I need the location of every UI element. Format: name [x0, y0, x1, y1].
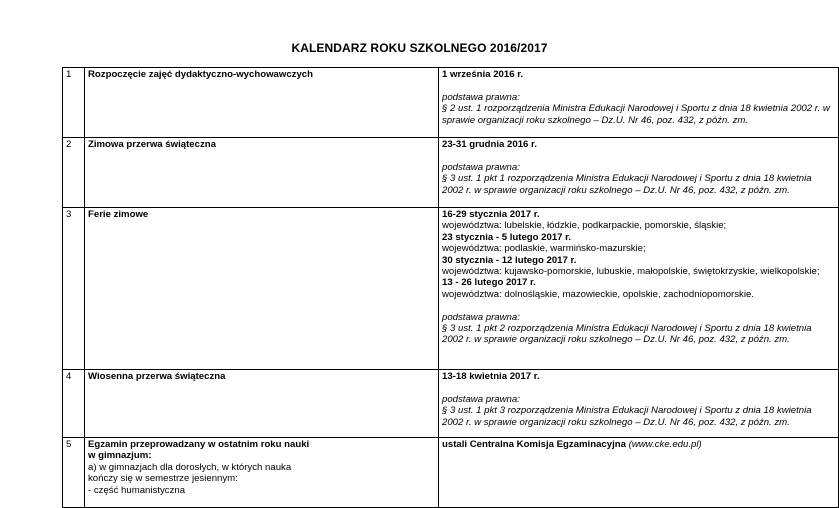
event-details	[439, 208, 839, 370]
legal-basis-text: § 3 ust. 1 pkt 3 rozporządzenia Ministra Edukacji Narodowej i Sportu z dnia 18 kwietnia 2002 r. w sprawie organizacji roku szkolnego – Dz.U. Nr 46, poz. 432, z późn. zm.	[442, 405, 815, 428]
legal-basis-label: podstawa prawna:	[442, 161, 520, 173]
school-calendar-table	[62, 67, 839, 508]
event-details	[439, 370, 839, 438]
table-row	[63, 138, 839, 208]
event-date: 23-31 grudnia 2016 r.	[442, 139, 537, 150]
legal-basis-label: podstawa prawna:	[442, 91, 520, 103]
cke-website-link[interactable]: (www.cke.edu.pl)	[628, 439, 702, 450]
row-number: 4	[63, 370, 85, 438]
table-row	[63, 370, 839, 438]
period-regions: województwa: lubelskie, łódzkie, podkarpackie, pomorskie, śląskie;	[442, 220, 727, 232]
event-name: Rozpoczęcie zajęć dydaktyczno-wychowawczych	[85, 68, 439, 138]
event-name: Zimowa przerwa świąteczna	[85, 138, 439, 208]
event-details	[439, 138, 839, 208]
page-title: KALENDARZ ROKU SZKOLNEGO 2016/2017	[291, 41, 548, 55]
period-date: 16-29 stycznia 2017 r.	[442, 209, 540, 220]
event-date: 13-18 kwietnia 2017 r.	[442, 371, 540, 382]
row-number: 5	[63, 438, 85, 508]
table-row	[63, 438, 839, 508]
row-number: 2	[63, 138, 85, 208]
row-number: 3	[63, 208, 85, 370]
legal-basis-text: § 3 ust. 1 pkt 1 rozporządzenia Ministra Edukacji Narodowej i Sportu z dnia 18 kwietnia 2002 r. w sprawie organizacji roku szkolnego – Dz.U. Nr 46, poz. 432, z późn. zm.	[442, 173, 815, 196]
period-date: 13 - 26 lutego 2017 r.	[442, 277, 536, 289]
event-name	[85, 438, 439, 508]
period-regions: województwa: dolnośląskie, mazowieckie, opolskie, zachodniopomorskie.	[442, 288, 754, 300]
event-name: Ferie zimowe	[85, 208, 439, 370]
legal-basis-label: podstawa prawna:	[442, 393, 520, 405]
event-details	[439, 68, 839, 138]
table-row	[63, 208, 839, 370]
legal-basis-label: podstawa prawna:	[442, 311, 520, 323]
period-date: 30 stycznia - 12 lutego 2017 r.	[442, 254, 577, 266]
period-date: 23 stycznia - 5 lutego 2017 r.	[442, 231, 572, 243]
legal-basis-text: § 2 ust. 1 rozporządzenia Ministra Edukacji Narodowej i Sportu z dnia 18 kwietnia 2002 r. w sprawie organizacji roku szkolnego – Dz.U. Nr 46, poz. 432, z późn. zm.	[442, 103, 833, 126]
row-number: 1	[63, 68, 85, 138]
exam-subitem: a) w gimnazjach dla dorosłych, w których nauka kończy się w semestrze jesiennym:	[88, 461, 294, 485]
period-regions: województwa: kujawsko-pomorskie, lubuskie, małopolskie, świętokrzyskie, wielkopolskie;	[442, 266, 820, 278]
exam-title: Egzamin przeprowadzany w ostatnim roku nauki w gimnazjum:	[88, 439, 312, 462]
table-row	[63, 68, 839, 138]
event-details	[439, 438, 839, 508]
exam-organizer: ustali Centralna Komisja Egzaminacyjna	[442, 439, 626, 450]
period-regions: województwa: podlaskie, warmińsko-mazurskie;	[442, 243, 646, 255]
legal-basis-text: § 3 ust. 1 pkt 2 rozporządzenia Ministra Edukacji Narodowej i Sportu z dnia 18 kwietnia 2002 r. w sprawie organizacji roku szkolnego – Dz.U. Nr 46, poz. 432, z późn. zm.	[442, 323, 815, 346]
event-date: 1 września 2016 r.	[442, 69, 524, 80]
event-name: Wiosenna przerwa świąteczna	[85, 370, 439, 438]
exam-subitem-part: - część humanistyczna	[88, 484, 186, 496]
